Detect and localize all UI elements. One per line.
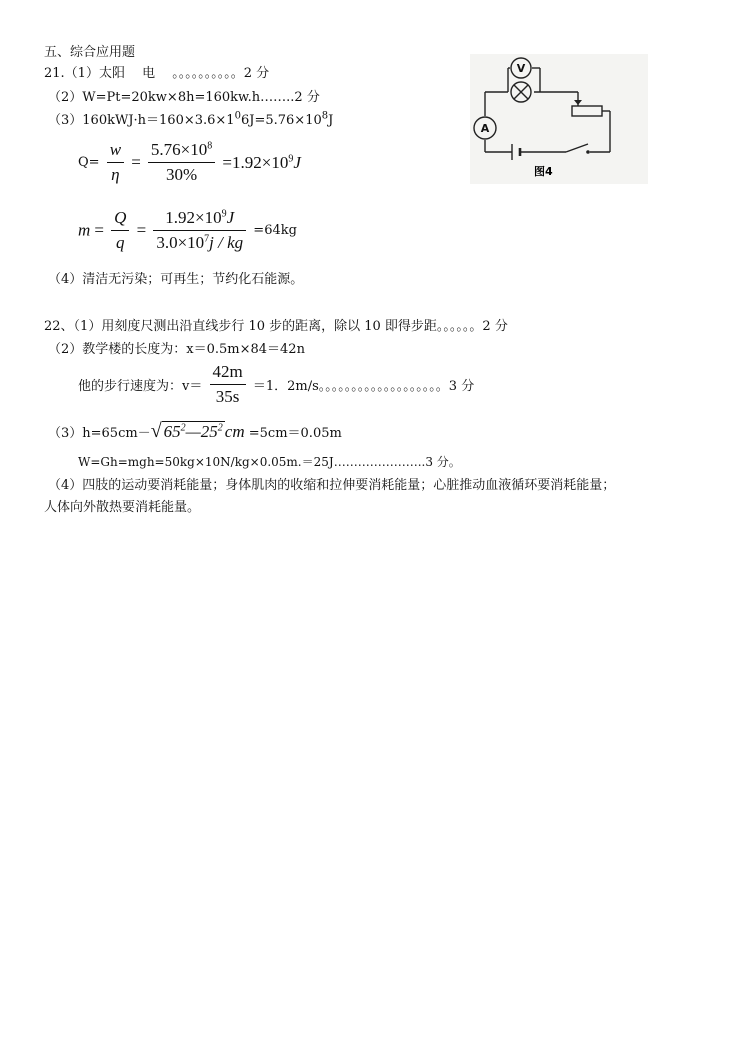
m-fraction-2: $\frac{1.92\times 10^9J}{3.0\times 10^7j / kg}$ [153,208,246,253]
q21-part3: $(3)160kWJ\cdot h=160\times 3.6\times 1^06J=5.76\times 10^8J$ [48,110,334,128]
velocity-formula: 他的步行速度为：v＝ $\frac{42m}{35s}$ ＝1．2m/s。。。。。。。。。。。。。。。。。。。3 分 [78,362,475,406]
section-title: 五、综合应用题 [44,45,136,60]
q-formula: Q= $\frac{w}{\eta}$ = $\frac{5.76\times 10^8}{30\%}$ $=1.92\times 10^9J$ [78,140,301,184]
q21-part1: 21.（1）太阳 电 。。。。。。。。。。2 分 [44,66,270,81]
q21-part2: （2）W=Pt=20kw×8h=160kw.h……..2 分 [48,90,320,105]
figure-caption: 图4 [534,165,553,178]
ammeter-label: A [480,122,490,135]
q21-part4: （4）清洁无污染；可再生；节约化石能源。 [48,272,304,287]
switch-contact [586,150,590,154]
q22-part2: （2）教学楼的长度为：x＝0.5m×84＝42n [48,342,305,357]
q22-part1: 22、（1）用刻度尺测出沿直线步行 10 步的距离，除以 10 即得步距。。。。。。2 分 [44,319,508,334]
q22-part4b: 人体向外散热要消耗能量。 [44,500,201,515]
work-line: W=Gh=mgh=50kg×10N/kg×0.05m.＝25J…………………..3 分。 [78,455,461,469]
m-formula: m = $\frac{Q}{q}$ = $\frac{1.92\times 10^9J}{3.0\times 10^7j / kg}$ =64kg [78,208,297,252]
voltmeter-label: V [516,62,526,75]
m-fraction-1: $\frac{Q}{q}$ [111,208,129,253]
q-fraction-2: $\frac{5.76\times 10^8}{30\%}$ [148,140,215,185]
q22-part4a: （4）四肢的运动要消耗能量；身体肌肉的收缩和拉伸要消耗能量；心脏推动血液循环要消耗能量； [48,478,616,493]
circuit-diagram [470,54,648,184]
velocity-fraction: $\frac{42m}{35s}$ [210,362,246,407]
q22-part3: （3）h=65cm－√ $65^2—25^2$ cm =5cm＝0.05m [48,420,342,442]
q-fraction-1: $\frac{w}{\eta}$ [107,140,124,185]
sqrt-expression: √ $65^2—25^2$ [150,420,223,442]
